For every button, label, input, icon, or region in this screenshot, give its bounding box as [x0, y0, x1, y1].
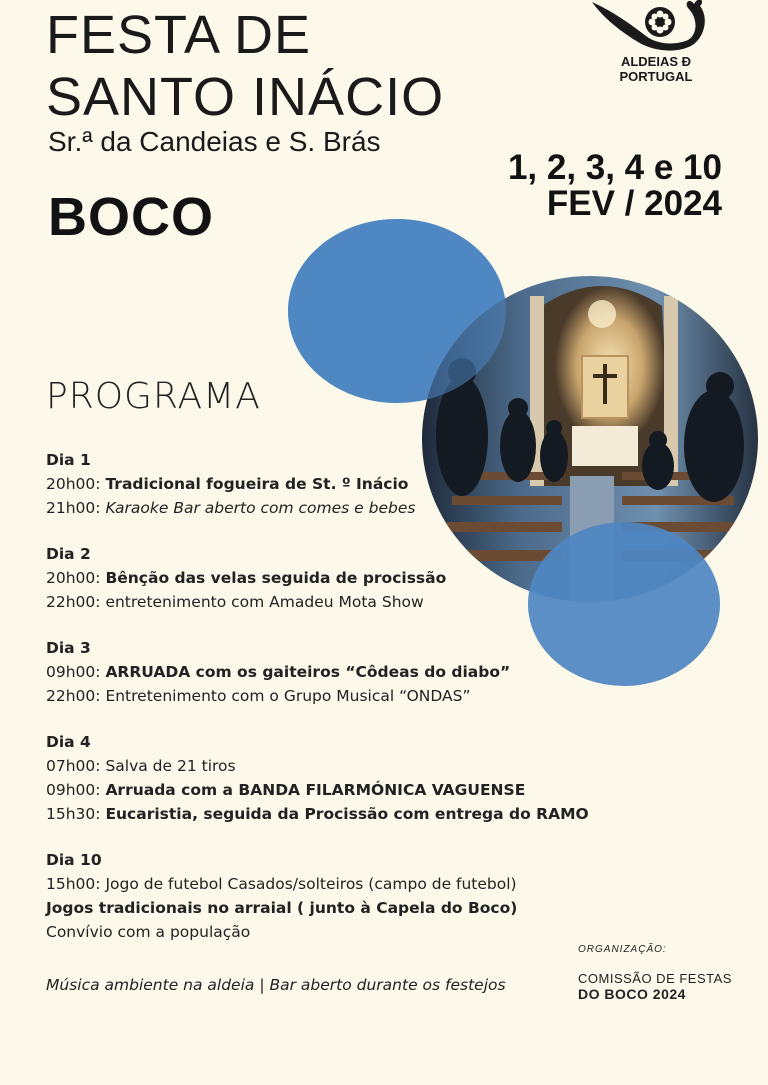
program-event-text: Arruada com a BANDA FILARMÓNICA VAGUENSE: [105, 781, 526, 799]
event-title: [46, 4, 444, 128]
event-subtitle: Sr.ª da Candeias e S. Brás: [48, 126, 381, 157]
program-event-text: Entretenimento com o Grupo Musical “ONDAS”: [105, 687, 471, 705]
program-event-text: Tradicional fogueira de St. º Inácio: [105, 475, 409, 493]
logo-text-line2: PORTUGAL: [619, 69, 693, 84]
program-event-text: entretenimento com Amadeu Mota Show: [105, 593, 424, 611]
program-event-time: 07h00:: [46, 757, 101, 775]
program-event-text: Jogos tradicionais no arraial ( junto à Capela do Boco): [46, 899, 518, 917]
program-day-title: Dia 4: [46, 733, 91, 751]
event-dates-line1: 1, 2, 3, 4 e 10: [507, 148, 722, 187]
program-event-time: 09h00:: [46, 781, 101, 799]
event-title-line2: SANTO INÁCIO: [46, 67, 445, 127]
program-event-text: Eucaristia, seguida da Procissão com entrega do RAMO: [105, 805, 589, 823]
program-event-time: 22h00:: [46, 593, 101, 611]
program-event: [46, 920, 589, 944]
organization-line2: DO BOCO 2024: [578, 986, 686, 1002]
program-schedule: [46, 448, 589, 966]
decorative-blue-circle-overlay: [288, 219, 506, 403]
program-event-text: ARRUADA com os gaiteiros “Côdeas do diabo”: [105, 663, 511, 681]
program-event: [46, 778, 589, 802]
program-event-text: Jogo de futebol Casados/solteiros (campo de futebol): [105, 875, 517, 893]
program-day: [46, 448, 589, 520]
program-event: [46, 590, 589, 614]
organization-line1: COMISSÃO DE FESTAS: [578, 971, 732, 986]
program-event: [46, 754, 589, 778]
program-heading: PROGRAMA: [46, 376, 261, 417]
program-day-title: Dia 3: [46, 639, 91, 657]
event-dates: [508, 150, 722, 222]
program-day-title: Dia 1: [46, 451, 91, 469]
logo-text: [600, 54, 712, 84]
program-event-time: 20h00:: [46, 475, 101, 493]
event-title-line1: FESTA DE: [46, 5, 312, 65]
program-event: [46, 872, 589, 896]
program-event: [46, 660, 589, 684]
logo-text-line1: ALDEIAS Ð: [620, 54, 692, 69]
program-event-text: Bênção das velas seguida de procissão: [105, 569, 447, 587]
program-event-time: 09h00:: [46, 663, 101, 681]
footer-note: Música ambiente na aldeia | Bar aberto durante os festejos: [46, 976, 506, 994]
program-event: [46, 496, 589, 520]
program-day-title: Dia 2: [46, 545, 91, 563]
event-dates-line2: FEV / 2024: [546, 184, 722, 223]
organization-block: [578, 944, 732, 1002]
program-event: [46, 802, 589, 826]
organization-label: ORGANIZAÇÃO:: [578, 944, 667, 955]
program-day: [46, 636, 589, 708]
program-event-text: Salva de 21 tiros: [105, 757, 236, 775]
program-event-time: 21h00:: [46, 499, 101, 517]
event-place: BOCO: [48, 187, 214, 247]
program-event-time: 15h30:: [46, 805, 101, 823]
program-event: [46, 566, 589, 590]
program-event-text: Convívio com a população: [46, 923, 251, 941]
program-event-text: Karaoke Bar aberto com comes e bebes: [105, 499, 416, 517]
program-event-time: 15h00:: [46, 875, 101, 893]
program-day: [46, 848, 589, 944]
program-event-time: 20h00:: [46, 569, 101, 587]
program-event-time: 22h00:: [46, 687, 101, 705]
program-event: [46, 684, 589, 708]
program-day: [46, 730, 589, 826]
program-day: [46, 542, 589, 614]
program-event: [46, 472, 589, 496]
program-event: [46, 896, 589, 920]
program-day-title: Dia 10: [46, 851, 102, 869]
